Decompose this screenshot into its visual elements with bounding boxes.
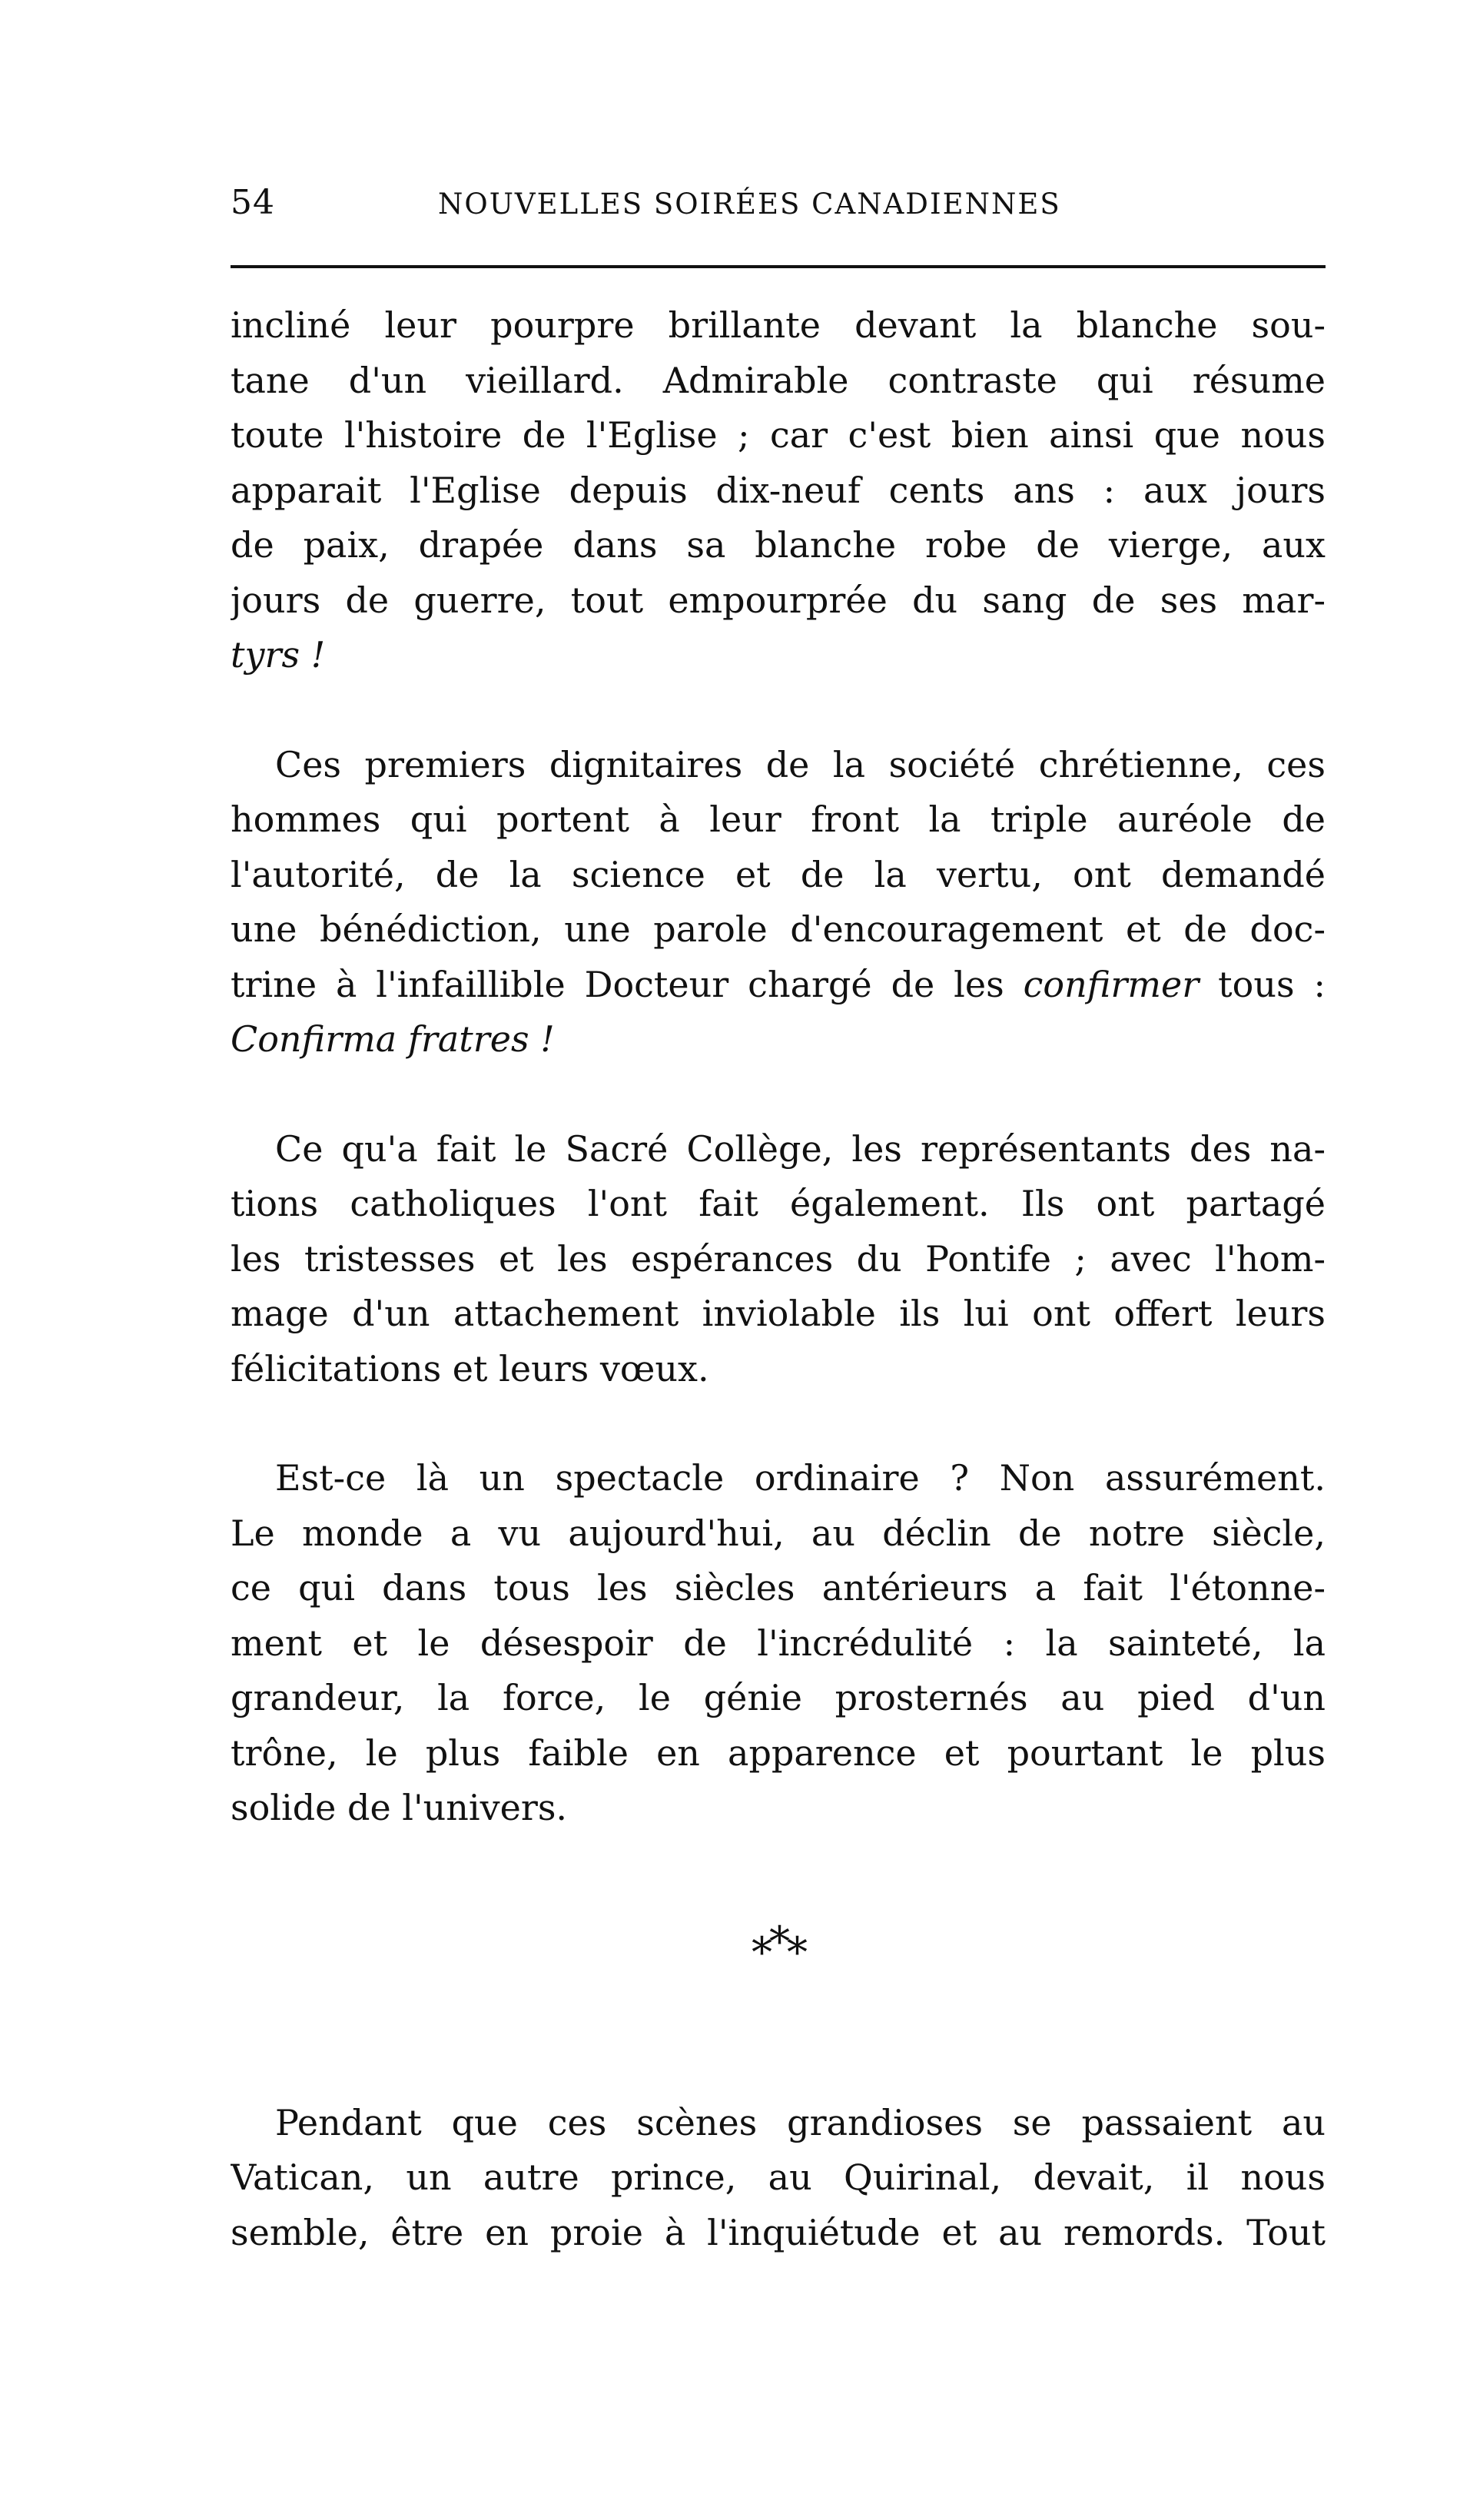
asterism-star: * [787, 1927, 805, 1977]
text-line: félicitations et leurs vœux. [231, 1347, 709, 1389]
paragraph-2 [231, 738, 1326, 1067]
paragraph-3 [231, 1122, 1326, 1397]
text-line: apparait l'Eglise depuis dix-neuf cents ans : aux jours [231, 469, 1326, 511]
asterism-star: * [769, 1917, 787, 1966]
text-line: ment et le désespoir de l'incrédulité : la sainteté, la [231, 1622, 1326, 1664]
text-line: les tristesses et les espérances du Pontife ; avec l'hom- [231, 1237, 1326, 1280]
text-line: tane d'un vieillard. Admirable contraste qui résume [231, 359, 1326, 401]
text-line: jours de guerre, tout empourprée du sang de ses mar- [231, 579, 1326, 621]
italic-word: confirmer [1023, 963, 1200, 1005]
section-ornament [231, 1917, 1326, 1977]
text-line: semble, être en proie à l'inquiétude et au remords. Tout [231, 2211, 1326, 2253]
text-line: incliné leur pourpre brillante devant la blanche sou- [231, 304, 1326, 346]
text-line: mage d'un attachement inviolable ils lui ont offert leurs [231, 1293, 1326, 1334]
body-text [231, 298, 1326, 2260]
text-line: hommes qui portent à leur front la triple auréole de [231, 798, 1326, 840]
page-number: 54 [231, 183, 275, 222]
running-title: NOUVELLES SOIRÉES CANADIENNES [438, 188, 1061, 221]
text-line: grandeur, la force, le génie prosternés au pied d'un [231, 1677, 1326, 1718]
asterism-star: * [752, 1927, 769, 1977]
text-line: trône, le plus faible en apparence et pourtant le plus [231, 1731, 1326, 1774]
text-line: toute l'histoire de l'Eglise ; car c'est bien ainsi que nous [231, 414, 1326, 456]
paragraph-1 [231, 298, 1326, 683]
text-line: une bénédiction, une parole d'encouragement et de doc- [231, 908, 1326, 950]
text-line: tyrs ! [231, 634, 326, 676]
text-line: Confirma fratres ! [231, 1018, 555, 1060]
paragraph-5 [231, 2096, 1326, 2261]
text-line-with-italic [231, 958, 1326, 1013]
text-line: Ces premiers dignitaires de la société chrétienne, ces [275, 743, 1326, 785]
text-line: Le monde a vu aujourd'hui, au déclin de notre siècle, [231, 1512, 1326, 1554]
text-line: Vatican, un autre prince, au Quirinal, devait, il nous [231, 2156, 1326, 2198]
text-segment: trine à l'infaillible Docteur chargé de les [231, 963, 1004, 1005]
text-line: ce qui dans tous les siècles antérieurs a fait l'étonne- [231, 1567, 1326, 1609]
page-header [231, 183, 1337, 237]
paragraph-4 [231, 1451, 1326, 1836]
text-line: Pendant que ces scènes grandioses se passaient au [275, 2101, 1326, 2143]
header-rule [231, 265, 1326, 268]
text-line: solide de l'univers. [231, 1787, 568, 1828]
text-segment: tous : [1218, 963, 1326, 1005]
text-line: tions catholiques l'ont fait également. Ils ont partagé [231, 1183, 1326, 1224]
text-line: Est-ce là un spectacle ordinaire ? Non assurément. [275, 1457, 1326, 1499]
text-line: l'autorité, de la science et de la vertu, ont demandé [231, 853, 1326, 895]
text-line: Ce qu'a fait le Sacré Collège, les représentants des na- [275, 1127, 1326, 1170]
text-line: de paix, drapée dans sa blanche robe de vierge, aux [231, 524, 1326, 566]
